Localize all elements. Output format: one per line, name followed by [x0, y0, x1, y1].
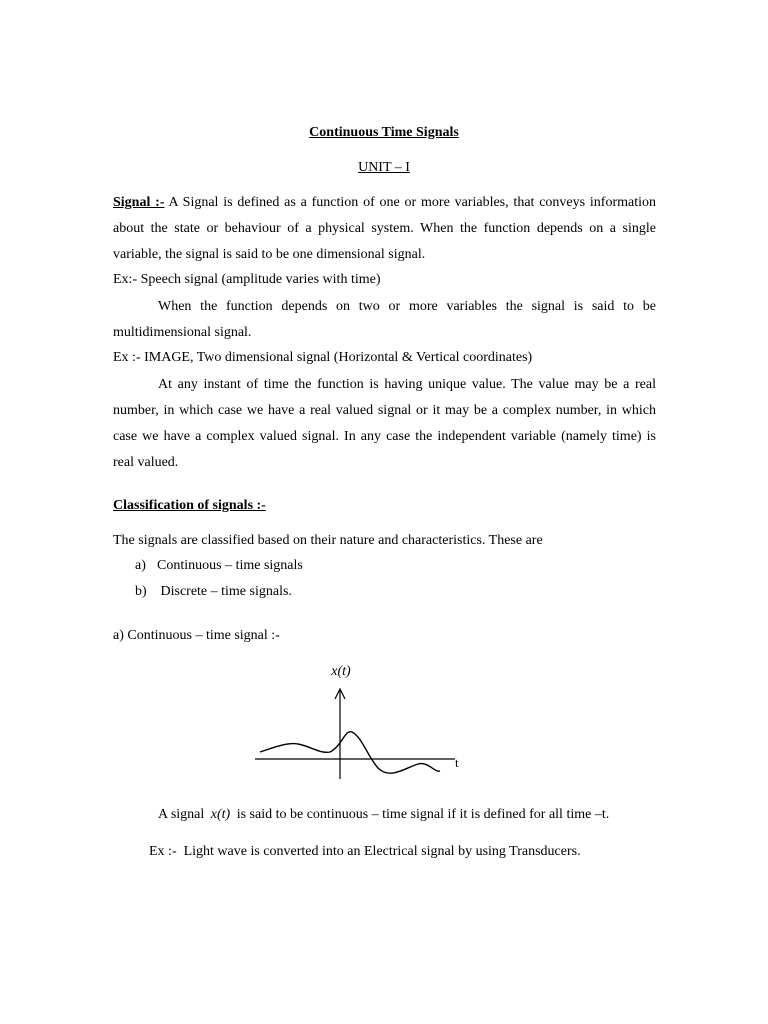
- continuous-signal-caption: [158, 807, 609, 823]
- x-axis-label: t: [455, 755, 459, 770]
- list-marker: b): [135, 584, 147, 599]
- signal-figure: [250, 655, 480, 785]
- list-marker: a): [135, 558, 146, 573]
- caption-suffix: is said to be continuous – time signal if it is defined for all time –t.: [233, 807, 610, 822]
- signal-definition: [113, 190, 656, 268]
- example-light-wave: Ex :- Light wave is converted into an Electrical signal by using Transducers.: [149, 844, 581, 859]
- document-title: Continuous Time Signals: [309, 125, 459, 140]
- signal-definition-text: A Signal is defined as a function of one or more variables, that conveys information about the state or behaviour of a physical system. When the function depends on a single variable, the signal is said to be one dimensional signal.: [113, 195, 656, 262]
- unique-value-paragraph: At any instant of time the function is having unique value. The value may be a real number, in which case we have a real valued signal or it may be a complex number, in which case we have a complex valued signal. In any case the independent variable (namely time) is real valued.: [113, 377, 656, 470]
- signal-label: Signal :-: [113, 195, 165, 210]
- classification-intro: The signals are classified based on their nature and characteristics. These are: [113, 533, 543, 548]
- unit-heading: UNIT – I: [358, 160, 410, 175]
- list-item-text: Discrete – time signals.: [157, 584, 292, 599]
- classification-heading: Classification of signals :-: [113, 498, 266, 513]
- multidimensional-definition: When the function depends on two or more variables the signal is said to be multidimensional signal.: [113, 299, 656, 340]
- y-axis-label: x(t): [331, 664, 351, 679]
- list-item: [135, 553, 303, 579]
- example-speech: Ex:- Speech signal (amplitude varies with time): [113, 272, 381, 287]
- caption-prefix: A signal: [158, 807, 208, 822]
- continuous-time-heading: a) Continuous – time signal :-: [113, 628, 280, 643]
- example-image: Ex :- IMAGE, Two dimensional signal (Horizontal & Vertical coordinates): [113, 350, 533, 365]
- list-item: [135, 579, 303, 605]
- caption-symbol: x(t): [210, 807, 231, 822]
- classification-list: [135, 553, 303, 605]
- list-item-text: Continuous – time signals: [157, 558, 303, 573]
- signal-waveform: [260, 732, 440, 774]
